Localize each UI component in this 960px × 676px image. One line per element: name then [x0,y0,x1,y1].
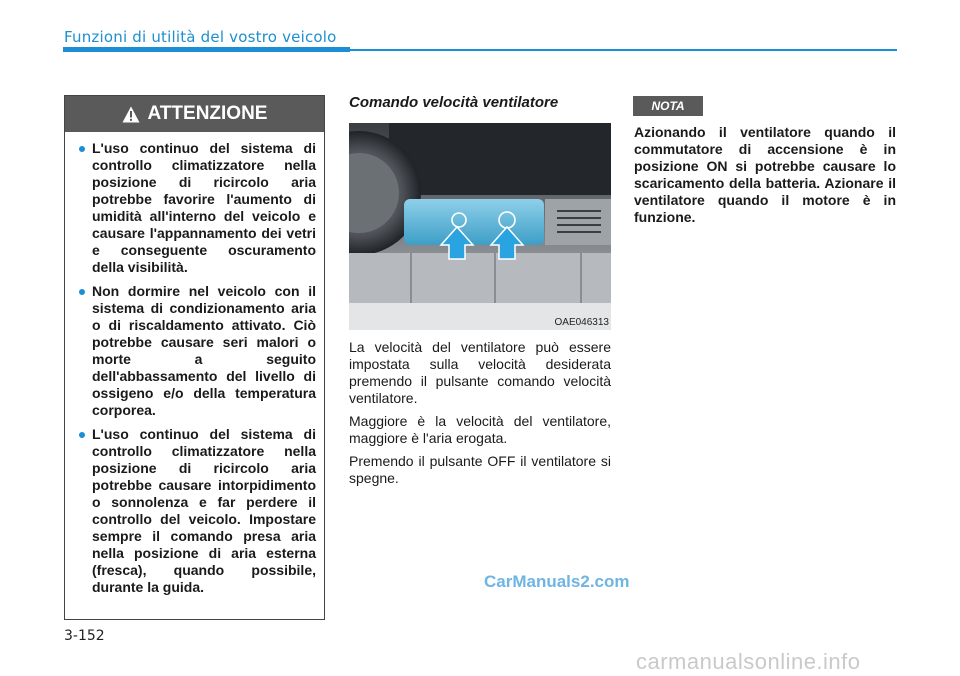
site-watermark: carmanualsonline.info [636,649,861,674]
body-paragraph: La velocità del ventilatore può essere impostata sulla velocità desiderata premendo il pulsante comando velocità ventilatore. [349,339,611,406]
section-body [349,339,611,493]
warning-item: L'uso continuo del sistema di controllo climatizzatore nella posizione di ricircolo aria potrebbe favorire l'aumento di umidità all'interno del veicolo e causare l'appannamento dei vetri e conseguente oscuramento della visibilità. [79,140,316,276]
warning-box [64,95,325,620]
note-badge: NOTA [633,96,703,116]
fan-control-photo [349,123,611,330]
warning-item: Non dormire nel veicolo con il sistema di condizionamento aria o di riscaldamento attivato. Ciò potrebbe causare seri malori o morte a seguito dell'abbassamento del livello di ossigeno e/o della temperatura corporea. [79,283,316,419]
body-paragraph: Premendo il pulsante OFF il ventilatore si spegne. [349,453,611,486]
section-header-title: Funzioni di utilità del vostro veicolo [64,28,337,46]
warning-triangle-icon [122,106,140,123]
header-rule-thick [63,47,350,52]
page-number: 3-152 [64,628,105,644]
warning-list [65,132,324,596]
note-text: Azionando il ventilatore quando il commutatore di accensione è in posizione ON si potrebbe causare lo scaricamento della batteria. Azionare il ventilatore quando il motore è in funzione. [634,124,896,225]
watermark-text: CarManuals2.com [484,572,630,591]
image-caption: OAE046313 [554,317,609,328]
section-title: Comando velocità ventilatore [349,94,559,111]
warning-header [65,96,324,132]
warning-item: L'uso continuo del sistema di controllo climatizzatore nella posizione di ricircolo aria potrebbe causare intorpidimento o sonnolenza e far perdere il controllo del veicolo. Impostare sempre il comando presa aria nella posizione di aria esterna (fresca), quando possibile, durante la guida. [79,426,316,596]
body-paragraph: Maggiore è la velocità del ventilatore, maggiore è l'aria erogata. [349,413,611,446]
warning-title: ATTENZIONE [147,103,268,124]
header-rule-thin [350,49,897,51]
dashboard-illustration [349,123,611,330]
